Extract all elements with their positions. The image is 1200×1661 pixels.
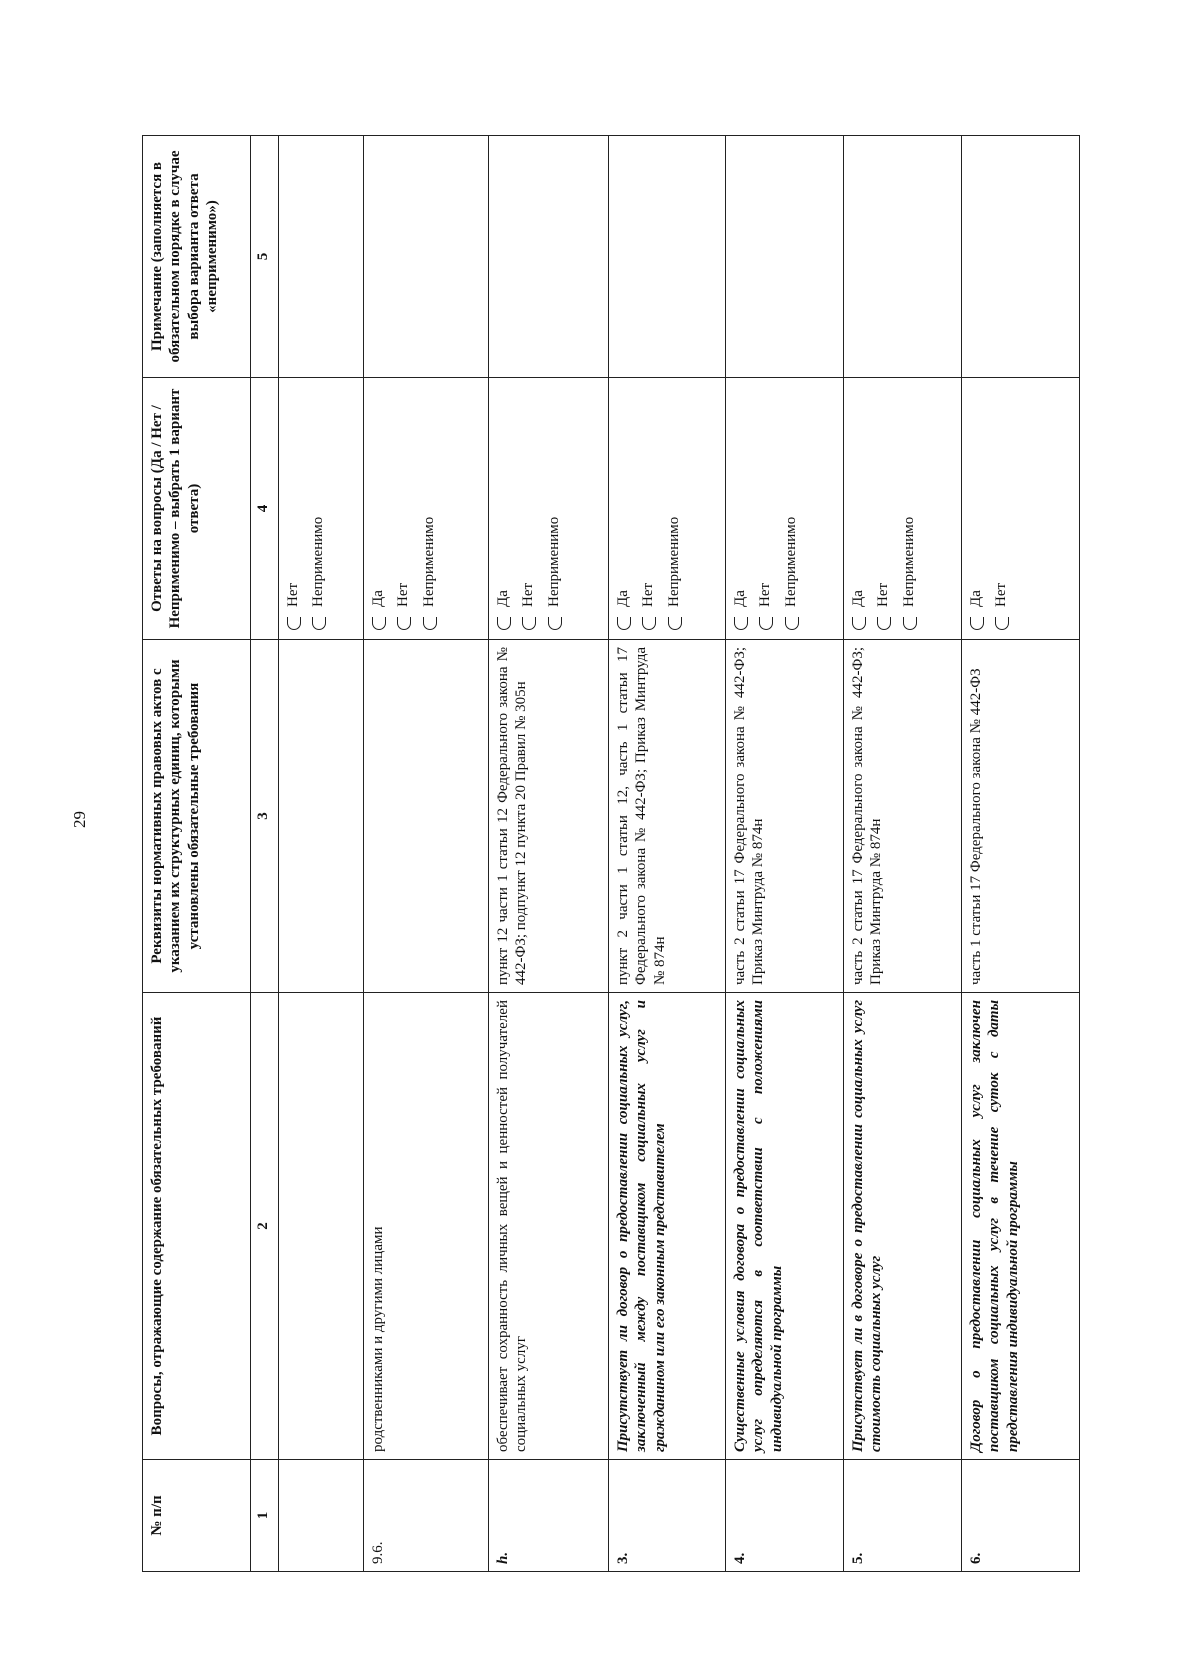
answer-options (614, 385, 683, 632)
header-answers: Ответы на вопросы (Да / Нет / Неприменимо – выбрать 1 вариант ответа) (143, 378, 251, 640)
row-note (726, 136, 844, 378)
answer-options (369, 385, 438, 632)
row-question (279, 993, 364, 1460)
row-number: 4. (726, 1460, 844, 1572)
row-number: h. (489, 1460, 609, 1572)
answer-options (849, 385, 918, 632)
header-question: Вопросы, отражающие содержание обязательных требований (143, 993, 251, 1460)
radio-button-icon[interactable] (759, 617, 773, 630)
radio-button-icon[interactable] (734, 617, 748, 630)
answer-option[interactable] (900, 385, 918, 630)
row-note (279, 136, 364, 378)
row-note (489, 136, 609, 378)
table-row (962, 136, 1080, 1572)
answer-option-label: Нет (395, 582, 412, 607)
radio-button-icon[interactable] (617, 617, 631, 630)
radio-button-icon[interactable] (312, 617, 326, 630)
answer-option[interactable] (614, 385, 632, 630)
radio-button-icon[interactable] (497, 617, 511, 630)
row-note (609, 136, 726, 378)
row-number: 9.6. (364, 1460, 489, 1572)
answer-option-label: Да (615, 590, 631, 607)
answer-option[interactable] (394, 385, 412, 630)
column-numbers-row (251, 136, 279, 1572)
requirements-table (142, 135, 1080, 1572)
answer-option-label: Да (732, 590, 748, 607)
header-note: Примечание (заполняется в обязательном порядке в случае выбора варианта ответа «неприменимо») (143, 136, 251, 378)
answer-option-label: Неприменимо (900, 516, 917, 607)
column-number: 4 (251, 378, 279, 640)
row-requisites (279, 640, 364, 993)
row-note (364, 136, 489, 378)
row-question: Присутствует ли в договоре о предоставлении социальных услуг стоимость социальных услуг (844, 993, 962, 1460)
radio-button-icon[interactable] (522, 617, 536, 630)
radio-button-icon[interactable] (785, 617, 799, 630)
page-number: 29 (70, 811, 89, 828)
column-number: 1 (251, 1460, 279, 1572)
header-requisites: Реквизиты нормативных правовых актов с указанием их структурных единиц, которыми установлены обязательные требования (143, 640, 251, 993)
row-question: Существенные условия договора о предоставлении социальных услуг определяются в соответствии с положениями индивидуальной программы (726, 993, 844, 1460)
answer-option[interactable] (967, 385, 985, 630)
row-requisites: пункт 12 части 1 статьи 12 Федерального закона № 442-ФЗ; подпункт 12 пункта 20 Правил № 305н (489, 640, 609, 993)
table-row (364, 136, 489, 1572)
row-question: Присутствует ли договор о предоставлении социальных услуг, заключенный между поставщиком социальных услуг и гражданином или его законным представителем (609, 993, 726, 1460)
answer-option[interactable] (992, 385, 1010, 630)
answer-option-label: Нет (640, 582, 657, 607)
answer-option[interactable] (369, 385, 387, 630)
answer-option[interactable] (545, 385, 563, 630)
row-requisites: часть 2 статьи 17 Федерального закона № 442-ФЗ; Приказ Минтруда № 874н (844, 640, 962, 993)
rotated-page-content (142, 136, 1079, 1572)
answer-option[interactable] (874, 385, 892, 630)
table-row (279, 136, 364, 1572)
row-question: обеспечивает сохранность личных вещей и ценностей получателей социальных услуг (489, 993, 609, 1460)
row-answers (962, 378, 1080, 640)
answer-option-label: Да (850, 590, 866, 607)
answer-option-label: Неприменимо (545, 516, 562, 607)
answer-option[interactable] (782, 385, 800, 630)
column-number: 2 (251, 993, 279, 1460)
row-requisites: часть 1 статьи 17 Федерального закона № 442-ФЗ (962, 640, 1080, 993)
answer-option-label: Неприменимо (782, 516, 799, 607)
row-requisites: часть 2 статьи 17 Федерального закона № 442-ФЗ; Приказ Минтруда № 874н (726, 640, 844, 993)
row-question: Договор о предоставлении социальных услуг заключен поставщиком социальных услуг в течение суток с даты представления индивидуальной программы (962, 993, 1080, 1460)
header-num: № п/п (143, 1460, 251, 1572)
table-row (489, 136, 609, 1572)
answer-option-label: Неприменимо (420, 516, 437, 607)
answer-options (494, 385, 563, 632)
header-row (143, 136, 251, 1572)
table-row (844, 136, 962, 1572)
radio-button-icon[interactable] (642, 617, 656, 630)
answer-option-label: Неприменимо (310, 516, 327, 607)
radio-button-icon[interactable] (397, 617, 411, 630)
radio-button-icon[interactable] (423, 617, 437, 630)
answer-option[interactable] (284, 385, 302, 630)
answer-option-label: Нет (993, 582, 1010, 607)
answer-option[interactable] (731, 385, 749, 630)
radio-button-icon[interactable] (852, 617, 866, 630)
answer-option[interactable] (494, 385, 512, 630)
row-requisites: пункт 2 части 1 статьи 12, часть 1 статьи 17 Федерального закона № 442-ФЗ; Приказ Минтруда № 874н (609, 640, 726, 993)
row-question: родственниками и другими лицами (364, 993, 489, 1460)
row-number: 5. (844, 1460, 962, 1572)
row-number: 3. (609, 1460, 726, 1572)
row-answers (844, 378, 962, 640)
radio-button-icon[interactable] (287, 617, 301, 630)
answer-option[interactable] (420, 385, 438, 630)
answer-option-label: Нет (875, 582, 892, 607)
answer-option-label: Нет (520, 582, 537, 607)
answer-options (284, 385, 328, 632)
row-answers (364, 378, 489, 640)
answer-option[interactable] (519, 385, 537, 630)
answer-option-label: Да (495, 590, 511, 607)
radio-button-icon[interactable] (668, 617, 682, 630)
column-number: 5 (251, 136, 279, 378)
radio-button-icon[interactable] (372, 617, 386, 630)
column-number: 3 (251, 640, 279, 993)
row-note (844, 136, 962, 378)
answer-option[interactable] (309, 385, 327, 630)
radio-button-icon[interactable] (548, 617, 562, 630)
table-row (609, 136, 726, 1572)
answer-option[interactable] (639, 385, 657, 630)
row-note (962, 136, 1080, 378)
answer-options (731, 385, 800, 632)
answer-option[interactable] (665, 385, 683, 630)
answer-option-label: Нет (285, 582, 301, 607)
answer-options (967, 385, 1011, 632)
answer-option[interactable] (756, 385, 774, 630)
row-answers (489, 378, 609, 640)
row-number: 6. (962, 1460, 1080, 1572)
table-row (726, 136, 844, 1572)
answer-option-label: Да (968, 590, 984, 607)
answer-option-label: Нет (757, 582, 774, 607)
answer-option-label: Да (370, 590, 386, 607)
radio-button-icon[interactable] (970, 617, 984, 630)
row-answers (609, 378, 726, 640)
radio-button-icon[interactable] (903, 617, 917, 630)
row-answers (726, 378, 844, 640)
row-number (279, 1460, 364, 1572)
answer-option-label: Неприменимо (665, 516, 682, 607)
radio-button-icon[interactable] (995, 617, 1009, 630)
radio-button-icon[interactable] (877, 617, 891, 630)
row-requisites (364, 640, 489, 993)
answer-option[interactable] (849, 385, 867, 630)
row-answers (279, 378, 364, 640)
